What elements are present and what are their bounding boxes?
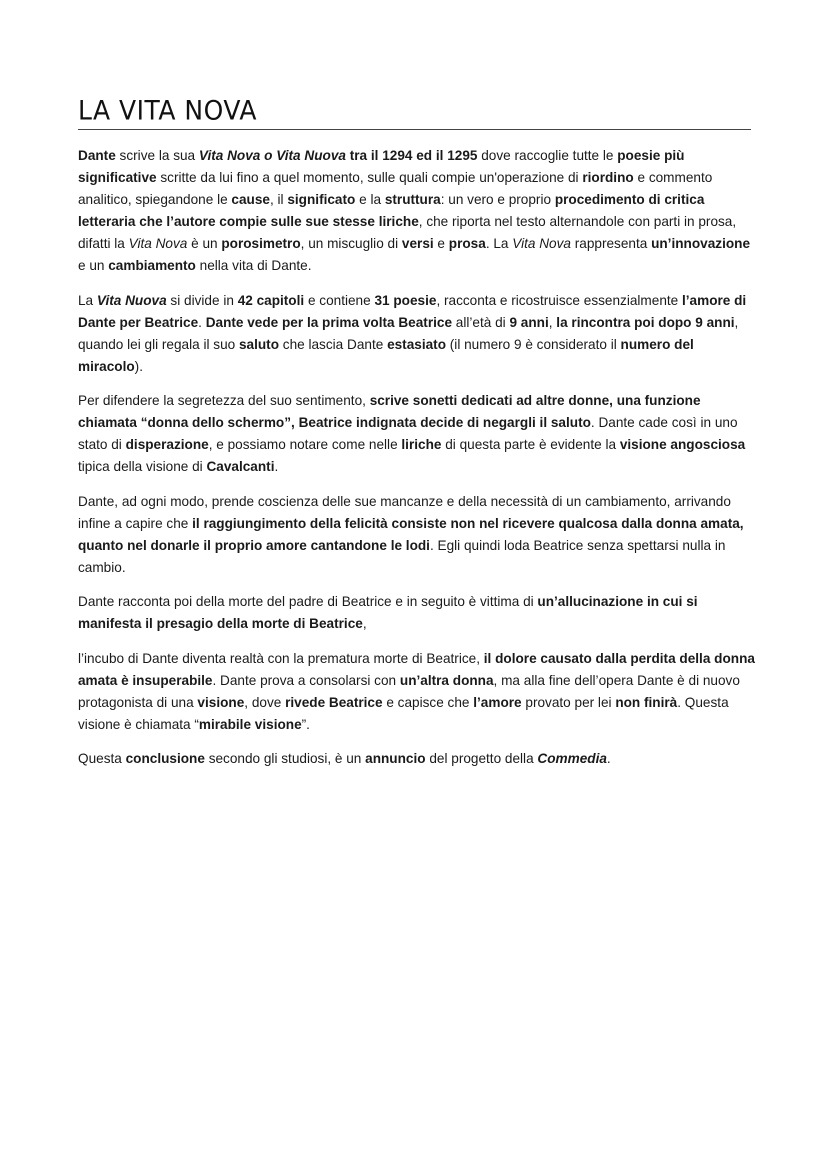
body-text: , quando lei gli regala il suo [78,314,739,352]
bold-text [97,293,167,308]
body-text: ”. [301,716,310,732]
bold-text: liriche [401,437,442,452]
bold-text: visione [197,694,245,710]
bold-text: l’amore [473,694,522,710]
bold-text: riordino [582,170,634,185]
emphasis-text: Vita Nuova [96,292,167,308]
body-text: di questa parte è evidente la [441,437,620,452]
body-text: Per difendere la segretezza del suo sentimento, [78,393,370,408]
body-text: , [548,314,557,330]
body-text: (il numero 9 è considerato il [446,336,621,352]
body-text: che lascia Dante [279,336,388,352]
paragraph [78,591,758,635]
bold-text: saluto [238,336,279,352]
body-text: ). [134,358,143,374]
body-text: nella vita di Dante. [195,258,312,273]
bold-text: il dolore causato dalla perdita della donna amata è insuperabile [78,650,755,688]
body-text: , ma alla fine dell’opera Dante è di nuovo protagonista di una [78,672,740,710]
bold-text: un’innovazione [651,236,751,251]
body-text: . [274,459,279,474]
bold-text: 9 anni [509,314,549,330]
body-text: , che riporta nel testo alternandole con parti in prosa, difatti la [78,214,737,251]
body-text: . [606,751,611,766]
body-text: . La [485,236,513,251]
body-text: Dante racconta poi della morte del padre di Beatrice e in seguito è vittima di [78,594,538,609]
bold-text: estasiato [387,336,446,352]
bold-text: annuncio [365,751,426,766]
bold-text: significato [287,192,356,207]
body-text: del progetto della [425,751,538,766]
body-text: scritte da lui fino a quel momento, sulle quali compie un'operazione di [156,170,583,185]
paragraph [78,145,758,277]
document-body [78,145,758,783]
body-text: , dove [244,694,286,710]
paragraph [78,491,758,579]
bold-text: il raggiungimento della felicità consiste non nel ricevere qualcosa dalla donna amata, quanto nel donarle il proprio amore cantandone le lodi [78,515,744,553]
bold-text: tra il 1294 ed il 1295 [345,148,478,163]
bold-text: cause [231,192,270,207]
bold-text: struttura [384,192,441,207]
body-text: all’età di [452,314,510,330]
body-text: : un vero e proprio [440,192,555,207]
bold-text: 31 poesie [374,292,437,308]
paragraph [78,390,758,478]
bold-text: un’allucinazione in cui si manifesta il presagio della morte di Beatrice [78,594,698,631]
body-text: è un [187,236,222,251]
body-text: provato per lei [521,694,616,710]
body-text: , e possiamo notare come nelle [208,437,402,452]
bold-text: scrive sonetti dedicati ad altre donne, una funzione chiamata “donna dello schermo”, Beatrice indignata decide di negargli il saluto [78,393,701,430]
body-text: . Questa visione è chiamata “ [78,694,729,732]
body-text: . [198,314,206,330]
body-text: . Egli quindi loda Beatrice senza spettarsi nulla in cambio. [78,537,726,575]
emphasis-text: Commedia [537,751,607,766]
bold-text: un’altra donna [399,672,494,688]
bold-text: cambiamento [108,258,196,273]
body-text: e un [78,258,109,273]
body-text: La [78,292,97,308]
bold-text: porosimetro [221,236,301,251]
body-text: Dante, ad ogni modo, prende coscienza delle sue mancanze e della necessità di un cambiamento, arrivando infine a capire che [78,493,731,531]
paragraph [78,290,758,378]
body-text: e commento analitico, spiegandone le [78,170,713,207]
body-text: , il [269,192,288,207]
body-text: rappresenta [570,236,652,251]
bold-text: conclusione [125,751,205,766]
bold-text: prosa [448,236,486,251]
bold-text: Cavalcanti [206,459,275,474]
bold-text: procedimento di critica letteraria che l’autore compie sulle sue stesse liriche [78,192,705,229]
page-title: LA VITA NOVA [78,95,257,126]
emphasis-text: Vita Nova o Vita Nuova [198,148,346,163]
body-text: , racconta e ricostruisce essenzialmente [436,292,682,308]
bold-text: 42 capitoli [237,292,305,308]
bold-text: numero del miracolo [78,336,694,374]
bold-text: l’amore di Dante per Beatrice [78,292,747,330]
paragraph [78,748,758,770]
bold-text [199,148,346,163]
body-text: dove raccoglie tutte le [477,148,618,163]
body-text: e capisce che [382,694,474,710]
body-text: e la [355,192,385,207]
bold-text: rivede Beatrice [285,694,383,710]
bold-text: non finirà [615,694,678,710]
paragraph [78,648,758,736]
bold-text: disperazione [125,437,209,452]
bold-text: poesie più significative [78,148,685,185]
body-text: Questa [78,751,126,766]
bold-text: la rincontra poi dopo 9 anni [556,314,735,330]
italic-text: Vita Nova [128,236,188,251]
bold-text: visione angosciosa [619,437,746,452]
body-text: . Dante cade così in uno stato di [78,415,738,452]
body-text: l’incubo di Dante diventa realtà con la prematura morte di Beatrice, [78,650,484,666]
title-underline [78,129,751,130]
bold-text [537,751,607,766]
bold-text: Dante vede per la prima volta Beatrice [205,314,453,330]
bold-text: Dante [78,148,116,163]
italic-text: Vita Nova [512,236,571,251]
bold-text: versi [401,236,434,251]
bold-text: mirabile visione [198,716,302,732]
body-text: , [362,616,367,631]
body-text: . Dante prova a consolarsi con [212,672,400,688]
body-text: scrive la sua [115,148,199,163]
body-text: secondo gli studiosi, è un [204,751,366,766]
body-text: , un miscuglio di [300,236,402,251]
body-text: e contiene [304,292,375,308]
body-text: si divide in [166,292,238,308]
body-text: e [433,236,449,251]
body-text: tipica della visione di [78,459,207,474]
